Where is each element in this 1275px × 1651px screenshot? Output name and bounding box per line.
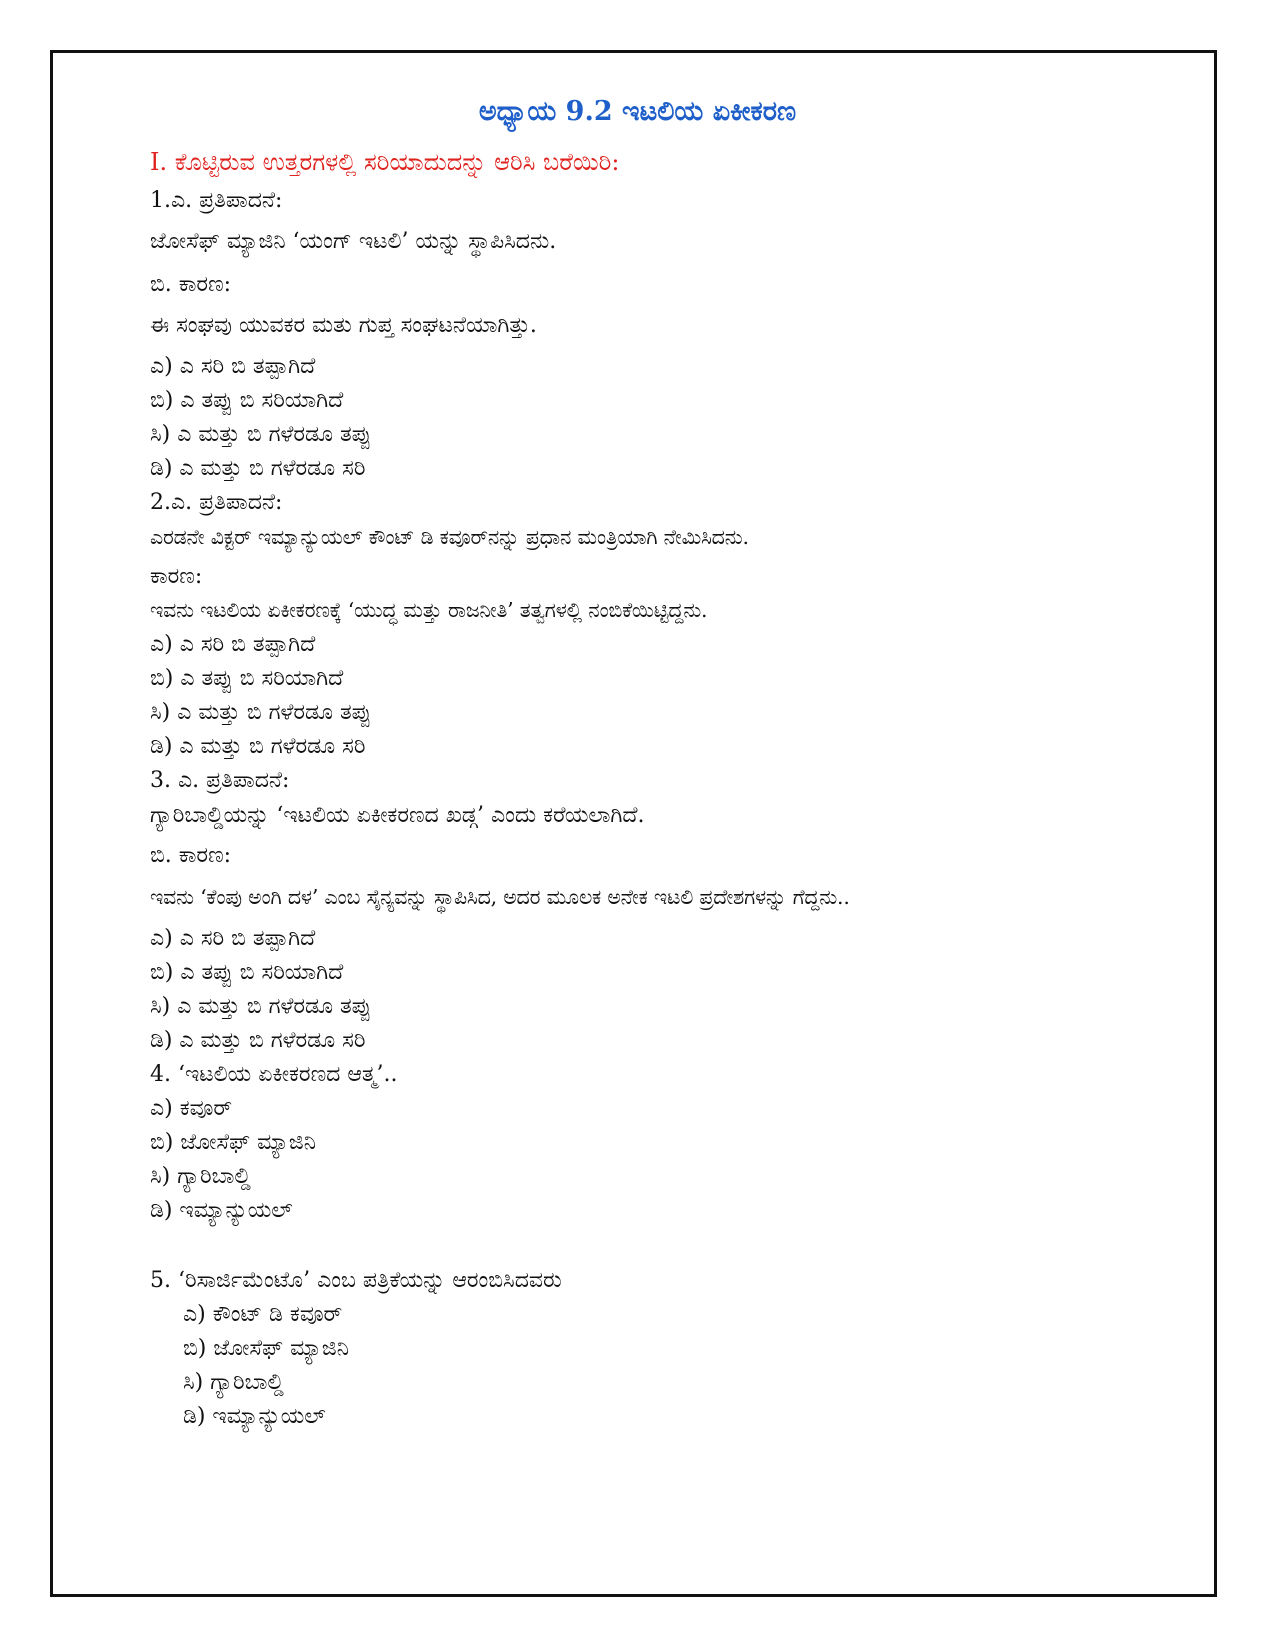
q5-option-b: ಬಿ) ಜೋಸೆಫ್ ಮ್ಯಾಜಿನಿ <box>183 1336 349 1361</box>
q1-option-c: ಸಿ) ಎ ಮತ್ತು ಬಿ ಗಳೆರಡೂ ತಪ್ಪು <box>150 422 372 447</box>
q1-assertion-text: ಜೋಸೆಫ್ ಮ್ಯಾಜಿನಿ ‘ಯಂಗ್ ಇಟಲಿ’ ಯನ್ನು ಸ್ಥಾಪಿಸಿದನು. <box>150 229 557 254</box>
q4-option-b: ಬಿ) ಜೋಸೆಫ್ ಮ್ಯಾಜಿನಿ <box>150 1130 316 1155</box>
q4-option-c: ಸಿ) ಗ್ಯಾರಿಬಾಲ್ಡಿ <box>150 1164 251 1189</box>
q3-reason-label: ಬಿ. ಕಾರಣ: <box>150 843 232 868</box>
q2-option-b: ಬಿ) ಎ ತಪ್ಪು ಬಿ ಸರಿಯಾಗಿದೆ <box>150 666 344 691</box>
q3-assertion-text: ಗ್ಯಾರಿಬಾಲ್ಡಿಯನ್ನು ‘ಇಟಲಿಯ ಏಕೀಕರಣದ ಖಡ್ಗ’ ಎಂದು ಕರೆಯಲಾಗಿದೆ. <box>150 803 645 828</box>
q2-assertion-text: ಎರಡನೇ ವಿಕ್ಟರ್ ಇಮ್ಯಾನ್ಯುಯಲ್ ಕೌಂಟ್ ಡಿ ಕವೂರ್‌ನನ್ನು ಪ್ರಧಾನ ಮಂತ್ರಿಯಾಗಿ ನೇಮಿಸಿದನು. <box>150 525 749 549</box>
q2-option-a: ಎ) ಎ ಸರಿ ಬಿ ತಪ್ಪಾಗಿದೆ <box>150 632 316 657</box>
q3-option-a: ಎ) ಎ ಸರಿ ಬಿ ತಪ್ಪಾಗಿದೆ <box>150 926 316 951</box>
q3-option-b: ಬಿ) ಎ ತಪ್ಪು ಬಿ ಸರಿಯಾಗಿದೆ <box>150 960 344 985</box>
q1-option-d: ಡಿ) ಎ ಮತ್ತು ಬಿ ಗಳೆರಡೂ ಸರಿ <box>150 456 366 481</box>
q1-reason-label: ಬಿ. ಕಾರಣ: <box>150 272 232 297</box>
page-title: ಅಧ್ಯಾಯ 9.2 ಇಟಲಿಯ ಏಕೀಕರಣ <box>478 96 797 127</box>
q2-reason-label: ಕಾರಣ: <box>150 564 203 589</box>
q4-option-d: ಡಿ) ಇಮ್ಯಾನ್ಯುಯಲ್ <box>150 1198 293 1223</box>
q1-option-a: ಎ) ಎ ಸರಿ ಬಿ ತಪ್ಪಾಗಿದೆ <box>150 354 316 379</box>
q5-option-d: ಡಿ) ಇಮ್ಯಾನ್ಯುಯಲ್ <box>183 1404 326 1429</box>
q3-option-d: ಡಿ) ಎ ಮತ್ತು ಬಿ ಗಳೆರಡೂ ಸರಿ <box>150 1028 366 1053</box>
q1-reason-text: ಈ ಸಂಘವು ಯುವಕರ ಮತು ಗುಪ್ತ ಸಂಘಟನೆಯಾಗಿತ್ತು. <box>150 313 537 338</box>
q2-reason-text: ಇವನು ಇಟಲಿಯ ಏಕೀಕರಣಕ್ಕೆ ‘ಯುದ್ಧ ಮತ್ತು ರಾಜನೀತಿ’ ತತ್ವಗಳಲ್ಲಿ ನಂಬಿಕೆಯಿಟ್ಟಿದ್ದನು. <box>150 598 708 622</box>
q2-option-d: ಡಿ) ಎ ಮತ್ತು ಬಿ ಗಳೆರಡೂ ಸರಿ <box>150 734 366 759</box>
q3-option-c: ಸಿ) ಎ ಮತ್ತು ಬಿ ಗಳೆರಡೂ ತಪ್ಪು <box>150 994 372 1019</box>
q2-assertion-label: 2.ಎ. ಪ್ರತಿಪಾದನೆ: <box>150 490 283 515</box>
section-heading: I. ಕೊಟ್ಟಿರುವ ಉತ್ತರಗಳಲ್ಲಿ ಸರಿಯಾದುದನ್ನು ಆರಿಸಿ ಬರೆಯಿರಿ: <box>150 148 620 176</box>
q3-reason-text: ಇವನು ‘ಕೆಂಪು ಅಂಗಿ ದಳ’ ಎಂಬ ಸೈನ್ಯವನ್ನು ಸ್ಥಾಪಿಸಿದ, ಅದರ ಮೂಲಕ ಅನೇಕ ಇಟಲಿ ಪ್ರದೇಶಗಳನ್ನು ಗೆದ್ದನು.. <box>150 885 850 909</box>
q5-option-a: ಎ) ಕೌಂಟ್ ಡಿ ಕವೂರ್ <box>183 1302 343 1327</box>
q4-question: 4. ‘ಇಟಲಿಯ ಏಕೀಕರಣದ ಆತ್ಮ’.. <box>150 1062 398 1087</box>
q1-option-b: ಬಿ) ಎ ತಪ್ಪು ಬಿ ಸರಿಯಾಗಿದೆ <box>150 388 344 413</box>
q1-assertion-label: 1.ಎ. ಪ್ರತಿಪಾದನೆ: <box>150 188 283 213</box>
q5-question: 5. ‘ರಿಸಾರ್ಜಿಮೆಂಟೊ’ ಎಂಬ ಪತ್ರಿಕೆಯನ್ನು ಆರಂಬಿಸಿದವರು <box>150 1268 562 1293</box>
q5-option-c: ಸಿ) ಗ್ಯಾರಿಬಾಲ್ಡಿ <box>183 1370 284 1395</box>
q3-assertion-label: 3. ಎ. ಪ್ರತಿಪಾದನೆ: <box>150 768 290 793</box>
q2-option-c: ಸಿ) ಎ ಮತ್ತು ಬಿ ಗಳೆರಡೂ ತಪ್ಪು <box>150 700 372 725</box>
q4-option-a: ಎ) ಕವೂರ್ <box>150 1096 233 1121</box>
